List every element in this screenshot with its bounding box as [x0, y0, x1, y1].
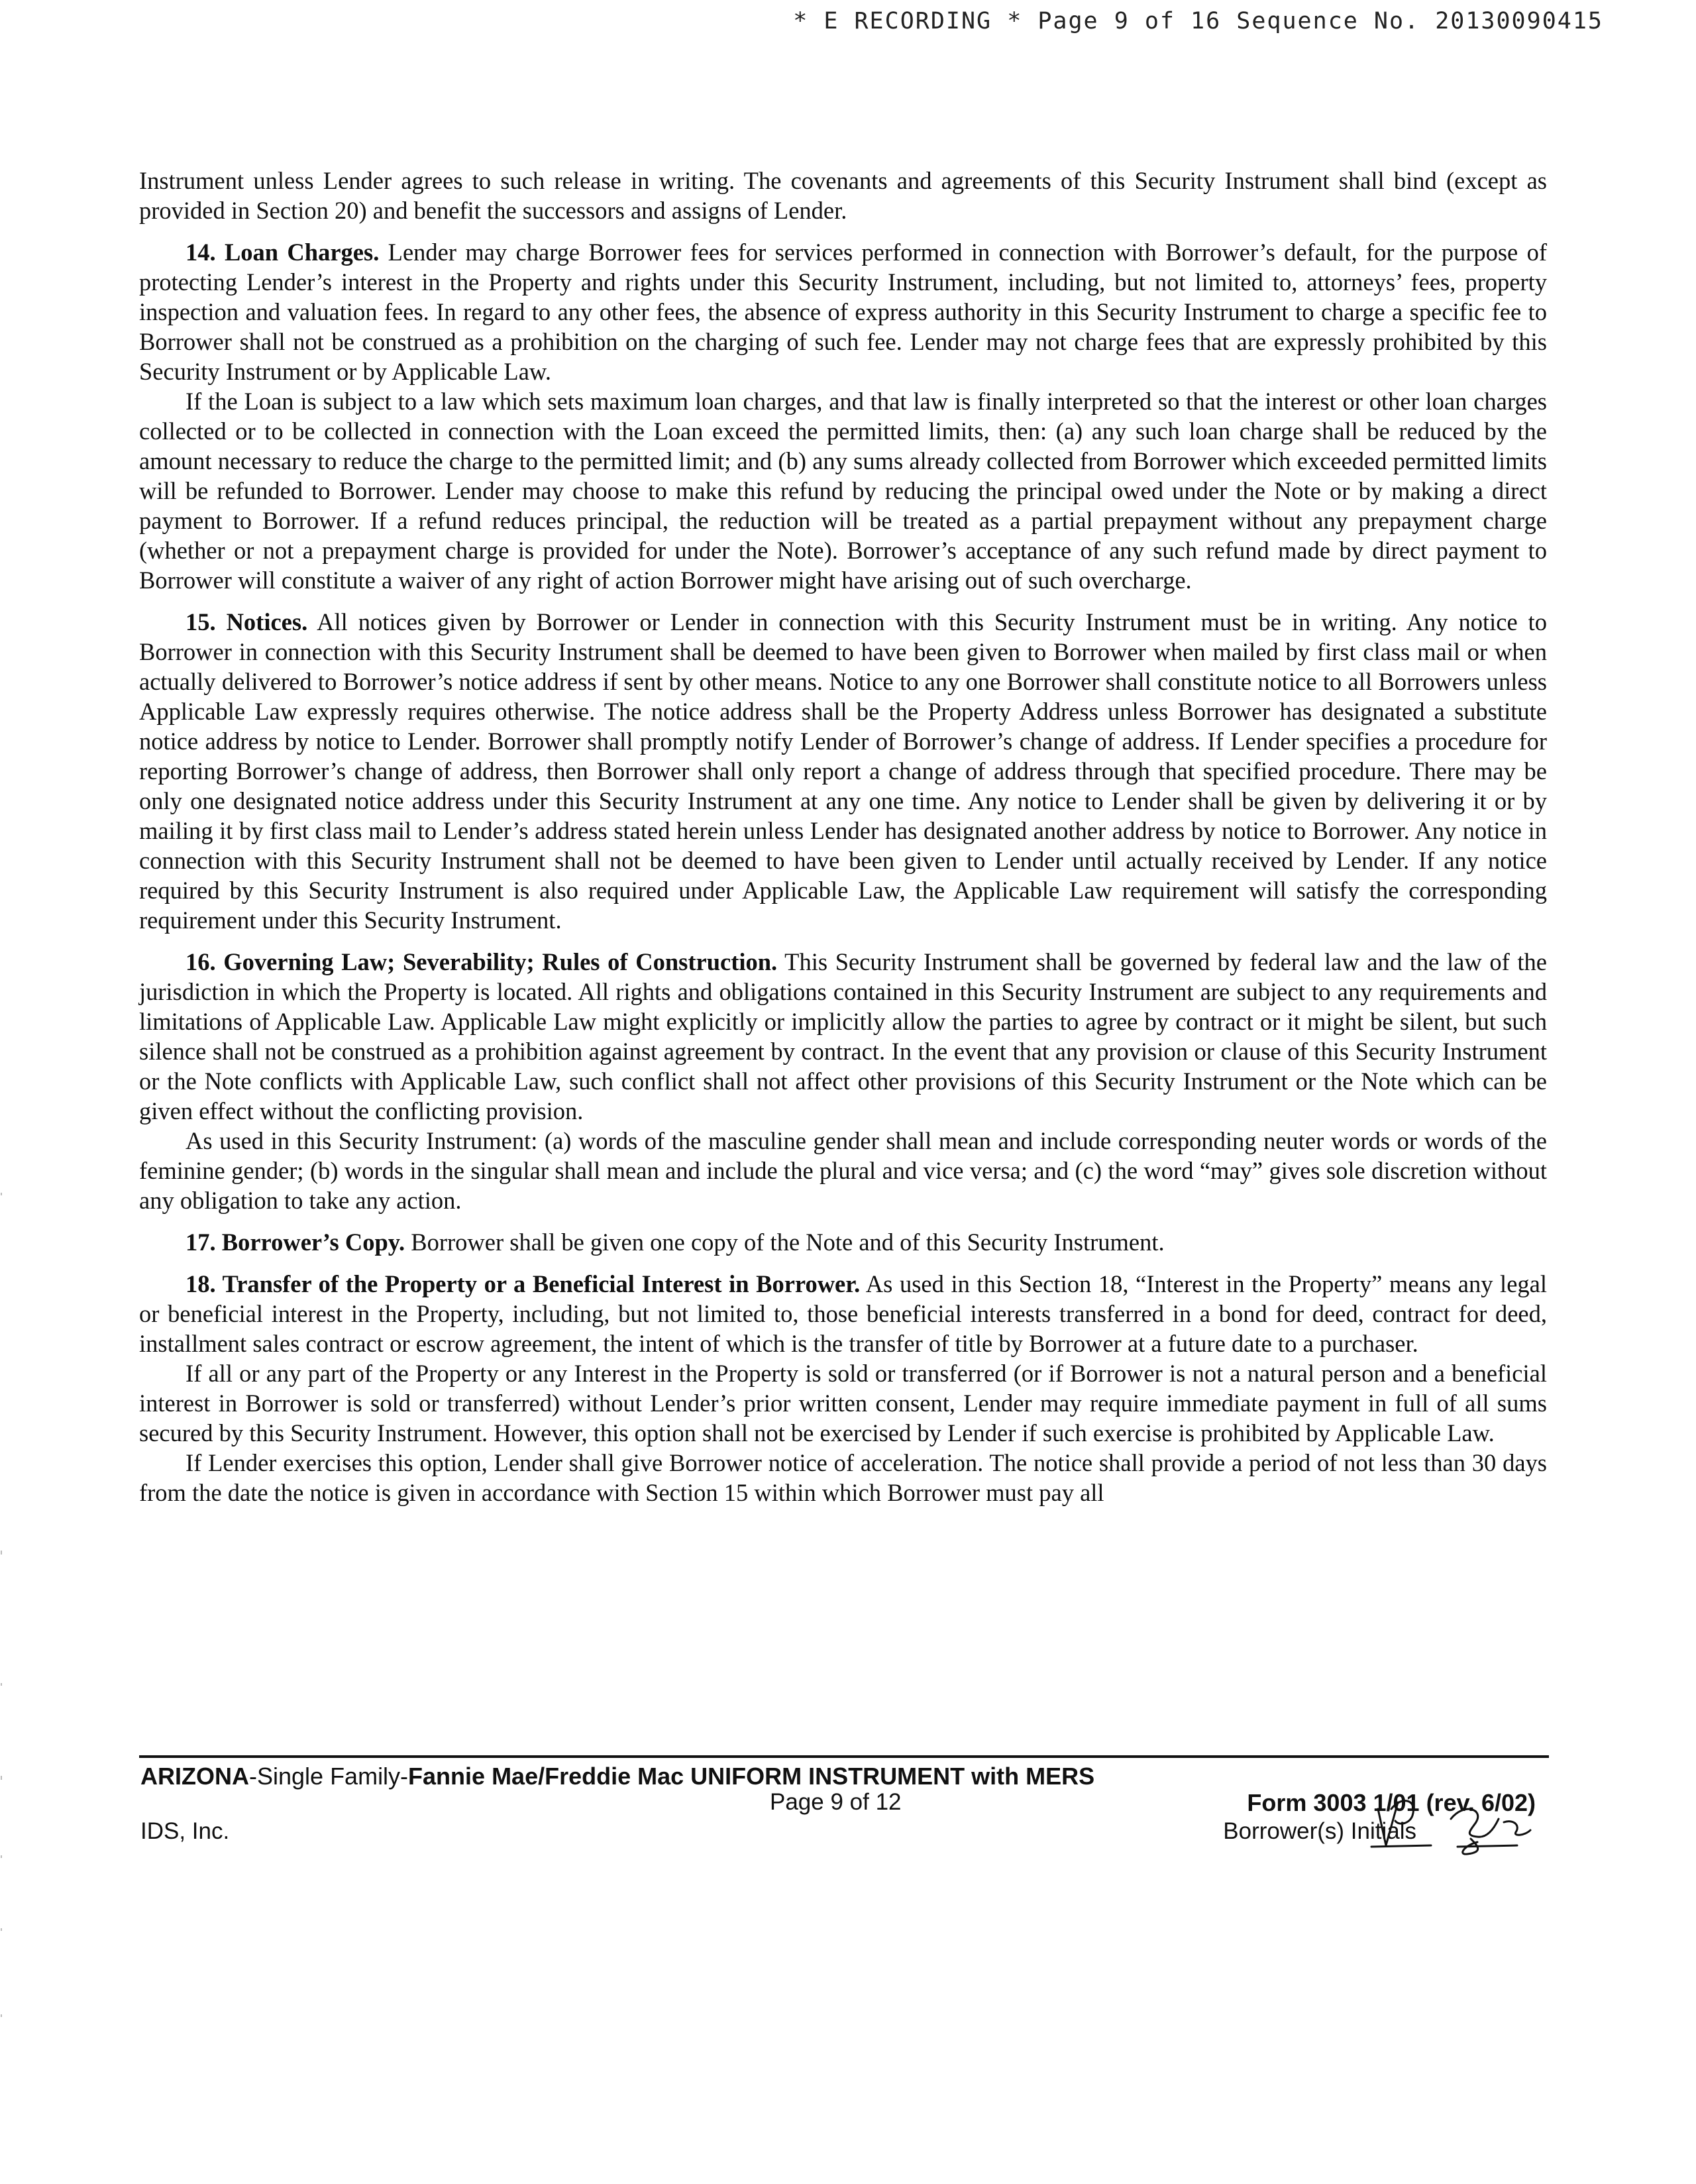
footer-vendor: IDS, Inc.	[140, 1818, 230, 1844]
footer-divider	[139, 1755, 1549, 1758]
footer-title	[140, 1763, 1094, 1790]
section-16-paragraph	[139, 947, 1547, 1126]
section-14-text: Lender may charge Borrower fees for services performed in connection with Borrower’s default, for the purpose of protecting Lender’s interest in the Property and rights under this Security Instrument, including, but not limited to, attorneys’ fees, property inspection and valuation fees. In regard to any other fees, the absence of express authority in this Security Instrument to charge a specific fee to Borrower shall not be construed as a prohibition on the charging of such fee. Lender may not charge fees that are expressly prohibited by this Security Instrument or by Applicable Law.	[139, 239, 1547, 385]
section-16-paragraph-2: As used in this Security Instrument: (a) words of the masculine gender shall mean and include corresponding neuter words or words of the feminine gender; (b) words in the singular shall mean and include the plural and vice versa; and (c) the word “may” gives sole discretion without any obligation to take any action.	[139, 1127, 1547, 1214]
section-14-paragraph	[139, 237, 1547, 386]
section-15-heading: 15. Notices.	[186, 608, 308, 635]
document-body	[139, 166, 1547, 1507]
section-15-text: All notices given by Borrower or Lender in connection with this Security Instrument must be in writing. Any notice to Borrower in connection with this Security Instrument shall be deemed to have been given to Borrower when mailed by first class mail or when actually delivered to Borrower’s notice address if sent by other means. Notice to any one Borrower shall constitute notice to all Borrowers unless Applicable Law expressly requires otherwise. The notice address shall be the Property Address unless Borrower has designated a substitute notice address by notice to Lender. Borrower shall promptly notify Lender of Borrower’s change of address. If Lender specifies a procedure for reporting Borrower’s change of address, then Borrower shall only report a change of address through that specified procedure. There may be only one designated notice address under this Security Instrument at any one time. Any notice to Lender shall be given by delivering it or by mailing it by first class mail to Lender’s address stated herein unless Lender has designated another address by notice to Borrower. Any notice in connection with this Security Instrument shall not be deemed to have been given to Lender until actually received by Lender. If any notice required by this Security Instrument is also required under Applicable Law, the Applicable Law requirement will satisfy the corresponding requirement under this Security Instrument.	[139, 608, 1547, 934]
paragraph-continuation: Instrument unless Lender agrees to such release in writing. The covenants and agreements of this Security Instrument shall bind (except as provided in Section 20) and benefit the successors and assigns of Lender.	[139, 167, 1547, 224]
page-footer	[140, 1763, 1549, 1855]
section-18-text: As used in this Section 18, “Interest in the Property” means any legal or beneficial interest in the Property, including, but not limited to, those beneficial interests transferred in a bond for deed, contract for deed, installment sales contract or escrow agreement, the intent of which is the transfer of title by Borrower at a future date to a purchaser.	[139, 1270, 1547, 1357]
scan-edge-artifacts	[0, 1179, 4, 2107]
section-15-paragraph	[139, 607, 1547, 935]
section-18-paragraph-2: If all or any part of the Property or any Interest in the Property is sold or transferred (or if Borrower is not a natural person and a beneficial interest in Borrower is sold or transferred) without Lender’s prior written consent, Lender may require immediate payment in full of all sums secured by this Security Instrument. However, this option shall not be exercised by Lender if such exercise is prohibited by Applicable Law.	[139, 1360, 1547, 1447]
section-16-heading: 16. Governing Law; Severability; Rules of Construction.	[186, 948, 778, 975]
section-16-text: This Security Instrument shall be governed by federal law and the law of the jurisdiction in which the Property is located. All rights and obligations contained in this Security Instrument are subject to any requirements and limitations of Applicable Law. Applicable Law might explicitly or implicitly allow the parties to agree by contract or it might be silent, but such silence shall not be construed as a prohibition against agreement by contract. In the event that any provision or clause of this Security Instrument or the Note conflicts with Applicable Law, such conflict shall not affect other provisions of this Security Instrument or the Note which can be given effect without the conflicting provision.	[139, 948, 1547, 1124]
footer-page-number: Page 9 of 12	[770, 1789, 902, 1815]
footer-form-number: Form 3003 1/01 (rev. 6/02)	[1247, 1789, 1536, 1816]
section-17-text: Borrower shall be given one copy of the Note and of this Security Instrument.	[405, 1228, 1165, 1256]
footer-title-rest: Fannie Mae/Freddie Mac UNIFORM INSTRUMENT with MERS	[408, 1763, 1095, 1790]
footer-state: ARIZONA	[140, 1763, 249, 1790]
recording-stamp: * E RECORDING * Page 9 of 16 Sequence No. 20130090415	[793, 8, 1603, 34]
section-18-paragraph-3: If Lender exercises this option, Lender shall give Borrower notice of acceleration. The notice shall provide a period of not less than 30 days from the date the notice is given in accordance with Section 15 within which Borrower must pay all	[139, 1449, 1547, 1506]
section-17-heading: 17. Borrower’s Copy.	[186, 1228, 405, 1256]
section-17-paragraph	[139, 1227, 1547, 1257]
section-14-paragraph-2: If the Loan is subject to a law which sets maximum loan charges, and that law is finally interpreted so that the interest or other loan charges collected or to be collected in connection with the Loan exceed the permitted limits, then: (a) any such loan charge shall be reduced by the amount necessary to reduce the charge to the permitted limit; and (b) any sums already collected from Borrower which exceeded permitted limits will be refunded to Borrower. Lender may choose to make this refund by reducing the principal owed under the Note or by making a direct payment to Borrower. If a refund reduces principal, the reduction will be treated as a partial prepayment without any prepayment charge (whether or not a prepayment charge is provided for under the Note). Borrower’s acceptance of any such refund made by direct payment to Borrower will constitute a waiver of any right of action Borrower might have arising out of such overcharge.	[139, 388, 1547, 594]
borrower-initials-label: Borrower(s) Initials	[1223, 1818, 1416, 1844]
borrower-initials-signature	[1352, 1782, 1550, 1862]
section-18-heading: 18. Transfer of the Property or a Beneficial Interest in Borrower.	[186, 1270, 861, 1297]
section-18-paragraph	[139, 1269, 1547, 1358]
footer-family: -Single Family-	[249, 1763, 409, 1790]
section-14-heading: 14. Loan Charges.	[186, 239, 380, 266]
